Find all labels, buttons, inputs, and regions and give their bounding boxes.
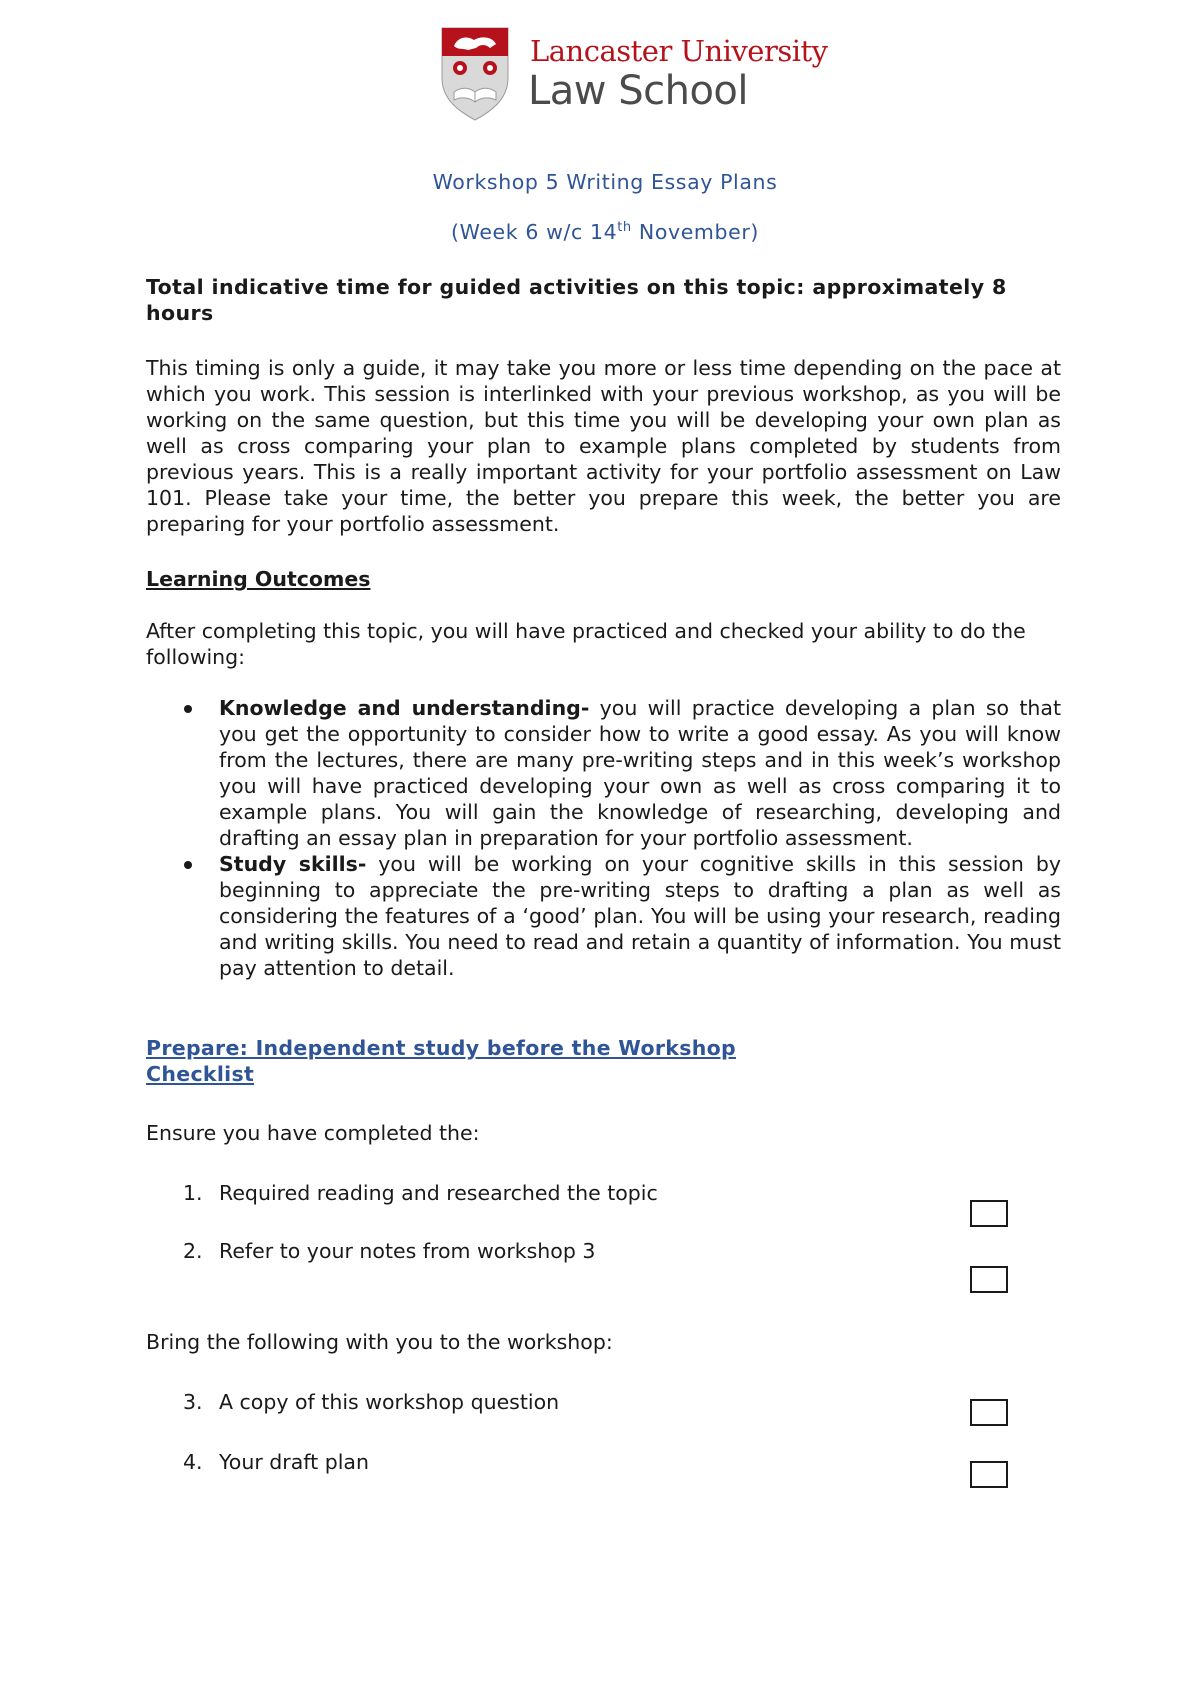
prepare-heading[interactable]	[146, 1035, 1061, 1087]
learning-outcomes-intro: After completing this topic, you will have practiced and checked your ability to do the following:	[146, 619, 1026, 669]
intro-paragraph: This timing is only a guide, it may take you more or less time depending on the pace at which you work. This session is interlinked with your previous workshop, as you will be working on the same question, but this time you will be developing your own plan as well as cross comparing your plan to example plans completed by students from previous years. This is a really important activity for your portfolio assessment on Law 101. Please take your time, the better you prepare this week, the better you are preparing for your portfolio assessment.	[146, 356, 1061, 536]
checklist-text: Required reading and researched the topic	[219, 1181, 658, 1205]
logo-school-name: Law School	[528, 68, 749, 114]
checklist-number: 2.	[183, 1239, 203, 1263]
prepare-heading-line2[interactable]: Checklist	[146, 1062, 255, 1086]
checklist-number: 3.	[183, 1390, 203, 1414]
workshop-title: Workshop 5 Writing Essay Plans	[432, 170, 778, 194]
learning-outcomes-list	[146, 695, 1061, 981]
bullet-icon	[184, 705, 192, 713]
checklist-text: Refer to your notes from workshop 3	[219, 1239, 596, 1263]
week-suffix: November)	[631, 220, 759, 244]
outcome-item	[146, 695, 1061, 851]
checklist-text: A copy of this workshop question	[219, 1390, 560, 1414]
checklist-text: Your draft plan	[219, 1450, 369, 1474]
week-prefix: (Week 6 w/c 14	[451, 220, 618, 244]
crest-icon	[440, 26, 510, 122]
checklist-checkbox[interactable]	[970, 1200, 1008, 1227]
checklist-checkbox[interactable]	[970, 1461, 1008, 1488]
checklist-number: 4.	[183, 1450, 203, 1474]
ensure-intro: Ensure you have completed the:	[146, 1121, 480, 1145]
logo-university-name: Lancaster University	[530, 34, 828, 68]
prepare-heading-line1[interactable]: Prepare: Independent study before the Workshop	[146, 1036, 736, 1060]
bullet-icon	[184, 861, 192, 869]
checklist-item	[183, 1449, 369, 1475]
learning-outcomes-heading: Learning Outcomes	[146, 567, 371, 591]
week-superscript: th	[617, 220, 632, 235]
outcome-text: you will practice developing a plan so that you get the opportunity to consider how to write a good essay. As you will know from the lectures, there are many pre-writing steps and in this week’s workshop you will have practiced developing your own as well as cross comparing it to example plans. You will gain the knowledge of researching, developing and drafting an essay plan in preparation for your portfolio assessment.	[219, 696, 1061, 850]
bring-intro: Bring the following with you to the workshop:	[146, 1330, 613, 1354]
outcome-label: Knowledge and understanding-	[219, 696, 590, 720]
university-logo	[440, 26, 828, 126]
indicative-time: Total indicative time for guided activities on this topic: approximately 8 hours	[146, 275, 1007, 325]
checklist-item	[183, 1180, 658, 1206]
checklist-item	[183, 1238, 595, 1264]
outcome-item	[146, 851, 1061, 981]
workshop-week	[0, 220, 1200, 244]
checklist-item	[183, 1389, 559, 1415]
checklist-checkbox[interactable]	[970, 1399, 1008, 1426]
checklist-checkbox[interactable]	[970, 1266, 1008, 1293]
outcome-text: you will be working on your cognitive skills in this session by beginning to appreciate the pre-writing steps to drafting a plan as well as considering the features of a ‘good’ plan. You will be using your research, reading and writing skills. You need to read and retain a quantity of information. You must pay attention to detail.	[219, 852, 1061, 980]
checklist-number: 1.	[183, 1181, 203, 1205]
outcome-label: Study skills-	[219, 852, 367, 876]
